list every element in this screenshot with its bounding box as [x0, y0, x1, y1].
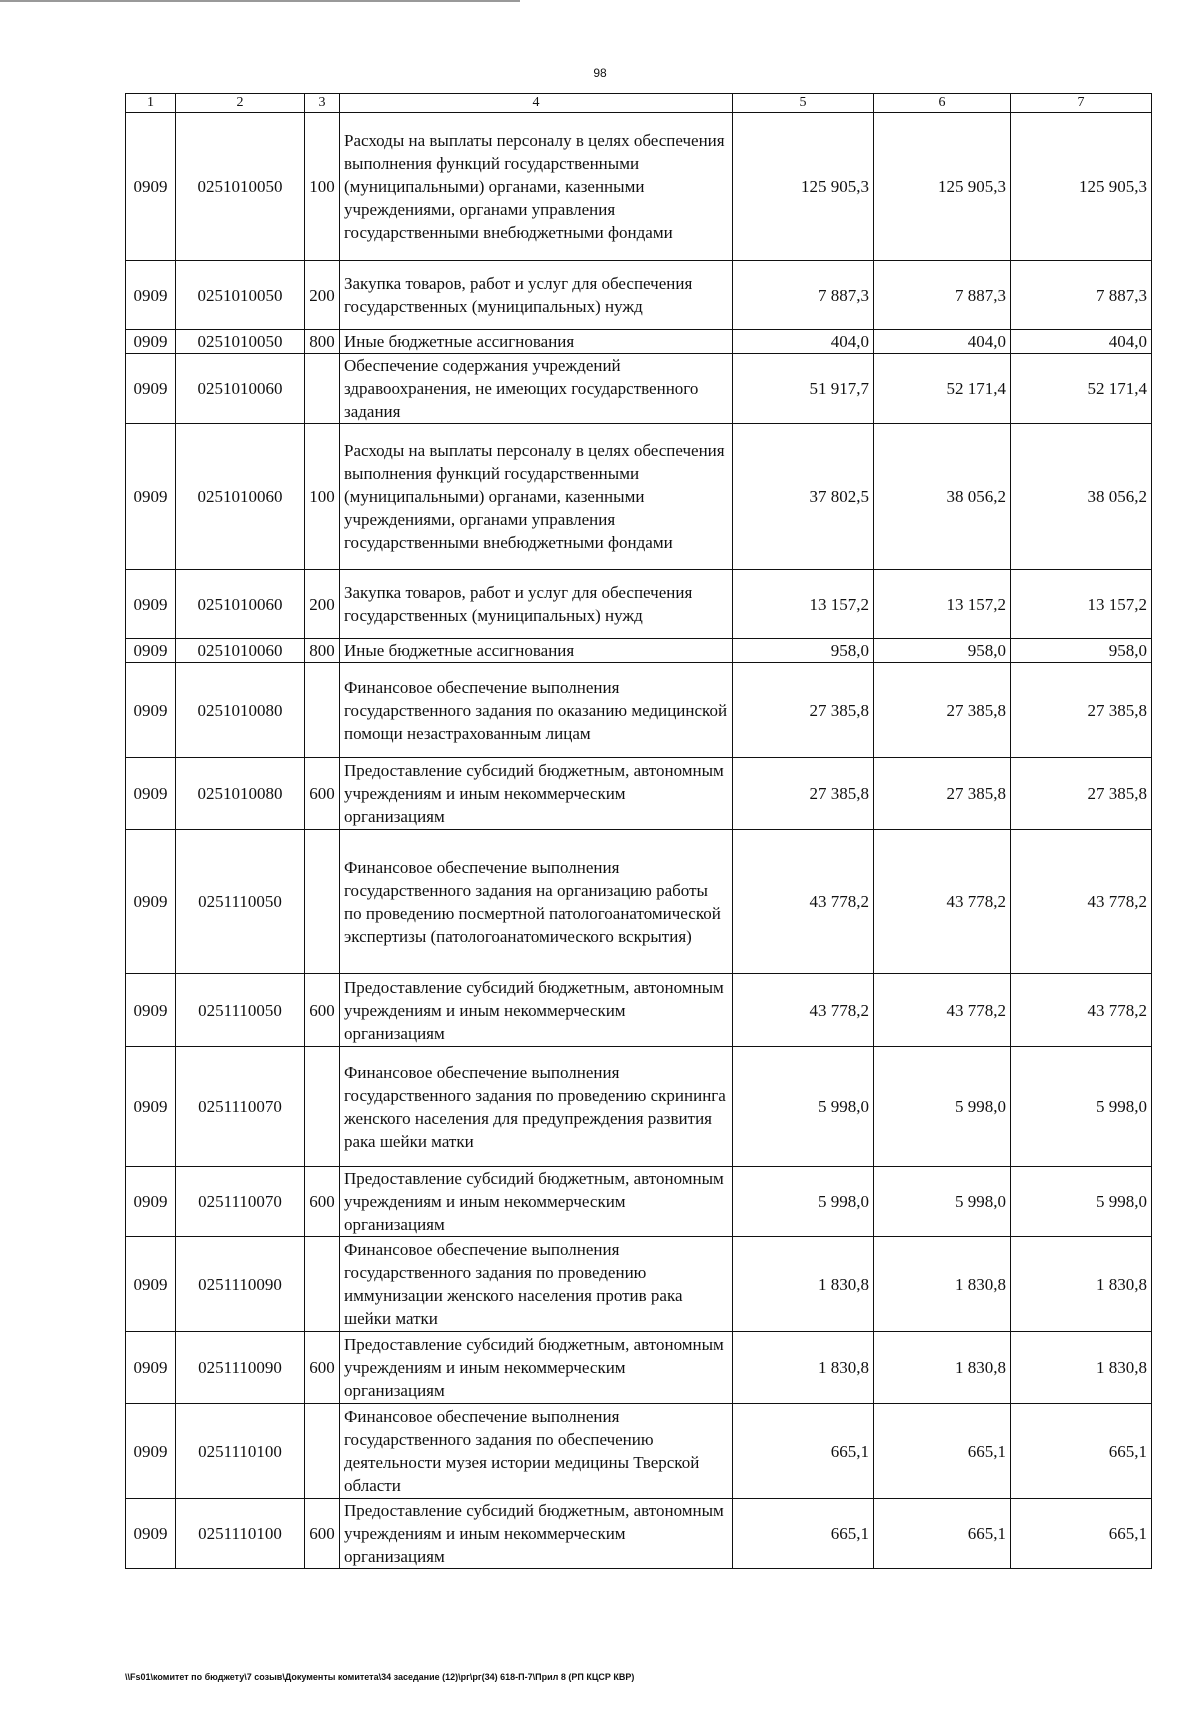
expense-type-cell: 800	[305, 639, 340, 663]
amount-col-7-cell: 7 887,3	[1011, 261, 1152, 330]
amount-col-5-cell: 43 778,2	[733, 830, 874, 974]
section-code-cell: 0909	[126, 113, 176, 261]
table-row	[126, 830, 1152, 974]
expense-type-cell	[305, 663, 340, 758]
csr-code-cell: 0251110100	[176, 1499, 305, 1569]
amount-col-6-cell: 5 998,0	[874, 1047, 1011, 1167]
csr-code-cell: 0251010080	[176, 663, 305, 758]
scan-edge-line	[0, 0, 520, 2]
amount-col-5-cell: 5 998,0	[733, 1047, 874, 1167]
amount-col-6-cell: 665,1	[874, 1499, 1011, 1569]
description-cell: Предоставление субсидий бюджетным, автономным учреждениям и иным некоммерческим организациям	[340, 1167, 733, 1237]
section-code-cell: 0909	[126, 1499, 176, 1569]
amount-col-5-cell: 958,0	[733, 639, 874, 663]
section-code-cell: 0909	[126, 330, 176, 354]
amount-col-6-cell: 1 830,8	[874, 1332, 1011, 1404]
table-row	[126, 974, 1152, 1047]
description-cell: Финансовое обеспечение выполнения государственного задания по проведению иммунизации женского населения против рака шейки матки	[340, 1237, 733, 1332]
amount-col-7-cell: 43 778,2	[1011, 830, 1152, 974]
table-row	[126, 1332, 1152, 1404]
csr-code-cell: 0251010060	[176, 570, 305, 639]
header-col-1: 1	[126, 94, 176, 113]
section-code-cell: 0909	[126, 1237, 176, 1332]
amount-col-7-cell: 5 998,0	[1011, 1167, 1152, 1237]
amount-col-5-cell: 37 802,5	[733, 424, 874, 570]
expense-type-cell: 800	[305, 330, 340, 354]
description-cell: Финансовое обеспечение выполнения государственного задания по оказанию медицинской помощи незастрахованным лицам	[340, 663, 733, 758]
description-cell: Иные бюджетные ассигнования	[340, 639, 733, 663]
section-code-cell: 0909	[126, 424, 176, 570]
header-col-2: 2	[176, 94, 305, 113]
expense-type-cell: 600	[305, 1167, 340, 1237]
amount-col-5-cell: 27 385,8	[733, 758, 874, 830]
amount-col-5-cell: 1 830,8	[733, 1332, 874, 1404]
header-col-3: 3	[305, 94, 340, 113]
amount-col-6-cell: 27 385,8	[874, 758, 1011, 830]
description-cell: Финансовое обеспечение выполнения государственного задания на организацию работы по проведению посмертной патологоанатомической экспертизы (патологоанатомического вскрытия)	[340, 830, 733, 974]
expense-type-cell: 100	[305, 113, 340, 261]
amount-col-7-cell: 27 385,8	[1011, 758, 1152, 830]
budget-table	[125, 93, 1152, 1569]
amount-col-6-cell: 1 830,8	[874, 1237, 1011, 1332]
csr-code-cell: 0251010050	[176, 261, 305, 330]
expense-type-cell	[305, 354, 340, 424]
description-cell: Расходы на выплаты персоналу в целях обеспечения выполнения функций государственными (муниципальными) органами, казенными учреждениями, органами управления государственными внебюджетными фондами	[340, 113, 733, 261]
expense-type-cell	[305, 1237, 340, 1332]
description-cell: Закупка товаров, работ и услуг для обеспечения государственных (муниципальных) нужд	[340, 570, 733, 639]
table-row	[126, 639, 1152, 663]
amount-col-7-cell: 1 830,8	[1011, 1237, 1152, 1332]
amount-col-5-cell: 43 778,2	[733, 974, 874, 1047]
csr-code-cell: 0251110070	[176, 1047, 305, 1167]
amount-col-6-cell: 43 778,2	[874, 974, 1011, 1047]
table-row	[126, 1167, 1152, 1237]
csr-code-cell: 0251110090	[176, 1332, 305, 1404]
csr-code-cell: 0251010050	[176, 330, 305, 354]
page-number: 98	[593, 66, 607, 80]
table-row	[126, 663, 1152, 758]
amount-col-7-cell: 43 778,2	[1011, 974, 1152, 1047]
table-row	[126, 758, 1152, 830]
amount-col-6-cell: 5 998,0	[874, 1167, 1011, 1237]
header-col-6: 6	[874, 94, 1011, 113]
amount-col-5-cell: 51 917,7	[733, 354, 874, 424]
description-cell: Иные бюджетные ассигнования	[340, 330, 733, 354]
amount-col-5-cell: 7 887,3	[733, 261, 874, 330]
description-cell: Предоставление субсидий бюджетным, автономным учреждениям и иным некоммерческим организациям	[340, 974, 733, 1047]
header-col-7: 7	[1011, 94, 1152, 113]
section-code-cell: 0909	[126, 758, 176, 830]
amount-col-5-cell: 125 905,3	[733, 113, 874, 261]
description-cell: Обеспечение содержания учреждений здравоохранения, не имеющих государственного задания	[340, 354, 733, 424]
expense-type-cell: 200	[305, 261, 340, 330]
expense-type-cell	[305, 830, 340, 974]
csr-code-cell: 0251110090	[176, 1237, 305, 1332]
amount-col-7-cell: 665,1	[1011, 1499, 1152, 1569]
description-cell: Расходы на выплаты персоналу в целях обеспечения выполнения функций государственными (муниципальными) органами, казенными учреждениями, органами управления государственными внебюджетными фондами	[340, 424, 733, 570]
table-row	[126, 354, 1152, 424]
expense-type-cell	[305, 1047, 340, 1167]
amount-col-6-cell: 13 157,2	[874, 570, 1011, 639]
csr-code-cell: 0251110050	[176, 974, 305, 1047]
amount-col-5-cell: 665,1	[733, 1499, 874, 1569]
section-code-cell: 0909	[126, 830, 176, 974]
csr-code-cell: 0251010060	[176, 354, 305, 424]
header-col-4: 4	[340, 94, 733, 113]
amount-col-6-cell: 7 887,3	[874, 261, 1011, 330]
amount-col-5-cell: 1 830,8	[733, 1237, 874, 1332]
amount-col-5-cell: 27 385,8	[733, 663, 874, 758]
table-row	[126, 1047, 1152, 1167]
description-cell: Финансовое обеспечение выполнения государственного задания по проведению скрининга женского населения для предупреждения развития рака шейки матки	[340, 1047, 733, 1167]
table-row	[126, 1404, 1152, 1499]
section-code-cell: 0909	[126, 663, 176, 758]
expense-type-cell: 600	[305, 1332, 340, 1404]
description-cell: Предоставление субсидий бюджетным, автономным учреждениям и иным некоммерческим организациям	[340, 758, 733, 830]
expense-type-cell: 600	[305, 758, 340, 830]
amount-col-7-cell: 52 171,4	[1011, 354, 1152, 424]
description-cell: Предоставление субсидий бюджетным, автономным учреждениям и иным некоммерческим организациям	[340, 1332, 733, 1404]
section-code-cell: 0909	[126, 1167, 176, 1237]
expense-type-cell: 200	[305, 570, 340, 639]
amount-col-6-cell: 665,1	[874, 1404, 1011, 1499]
amount-col-5-cell: 5 998,0	[733, 1167, 874, 1237]
table-row	[126, 261, 1152, 330]
csr-code-cell: 0251110070	[176, 1167, 305, 1237]
amount-col-5-cell: 665,1	[733, 1404, 874, 1499]
expense-type-cell: 600	[305, 1499, 340, 1569]
amount-col-7-cell: 13 157,2	[1011, 570, 1152, 639]
csr-code-cell: 0251010050	[176, 113, 305, 261]
table-row	[126, 1237, 1152, 1332]
amount-col-7-cell: 665,1	[1011, 1404, 1152, 1499]
amount-col-7-cell: 958,0	[1011, 639, 1152, 663]
section-code-cell: 0909	[126, 570, 176, 639]
table-row	[126, 424, 1152, 570]
table-row	[126, 113, 1152, 261]
amount-col-7-cell: 1 830,8	[1011, 1332, 1152, 1404]
section-code-cell: 0909	[126, 1404, 176, 1499]
amount-col-7-cell: 125 905,3	[1011, 113, 1152, 261]
table-row	[126, 1499, 1152, 1569]
expense-type-cell: 600	[305, 974, 340, 1047]
description-cell: Закупка товаров, работ и услуг для обеспечения государственных (муниципальных) нужд	[340, 261, 733, 330]
csr-code-cell: 0251010080	[176, 758, 305, 830]
amount-col-7-cell: 404,0	[1011, 330, 1152, 354]
file-path-footer: \\Fs01\комитет по бюджету\7 созыв\Документы комитета\34 заседание (12)\рг\рг(34) 618-П-7\Прил 8 (РП КЦСР КВР)	[125, 1672, 635, 1682]
section-code-cell: 0909	[126, 974, 176, 1047]
amount-col-6-cell: 38 056,2	[874, 424, 1011, 570]
amount-col-7-cell: 38 056,2	[1011, 424, 1152, 570]
amount-col-7-cell: 5 998,0	[1011, 1047, 1152, 1167]
amount-col-6-cell: 52 171,4	[874, 354, 1011, 424]
description-cell: Финансовое обеспечение выполнения государственного задания по обеспечению деятельности музея истории медицины Тверской области	[340, 1404, 733, 1499]
amount-col-5-cell: 404,0	[733, 330, 874, 354]
amount-col-6-cell: 27 385,8	[874, 663, 1011, 758]
amount-col-6-cell: 404,0	[874, 330, 1011, 354]
section-code-cell: 0909	[126, 261, 176, 330]
csr-code-cell: 0251110100	[176, 1404, 305, 1499]
amount-col-6-cell: 43 778,2	[874, 830, 1011, 974]
amount-col-6-cell: 125 905,3	[874, 113, 1011, 261]
description-cell: Предоставление субсидий бюджетным, автономным учреждениям и иным некоммерческим организациям	[340, 1499, 733, 1569]
header-row	[126, 94, 1152, 113]
amount-col-6-cell: 958,0	[874, 639, 1011, 663]
expense-type-cell: 100	[305, 424, 340, 570]
csr-code-cell: 0251010060	[176, 639, 305, 663]
section-code-cell: 0909	[126, 1332, 176, 1404]
section-code-cell: 0909	[126, 639, 176, 663]
csr-code-cell: 0251110050	[176, 830, 305, 974]
amount-col-5-cell: 13 157,2	[733, 570, 874, 639]
expense-type-cell	[305, 1404, 340, 1499]
table-row	[126, 330, 1152, 354]
table-row	[126, 570, 1152, 639]
section-code-cell: 0909	[126, 354, 176, 424]
section-code-cell: 0909	[126, 1047, 176, 1167]
header-col-5: 5	[733, 94, 874, 113]
amount-col-7-cell: 27 385,8	[1011, 663, 1152, 758]
csr-code-cell: 0251010060	[176, 424, 305, 570]
